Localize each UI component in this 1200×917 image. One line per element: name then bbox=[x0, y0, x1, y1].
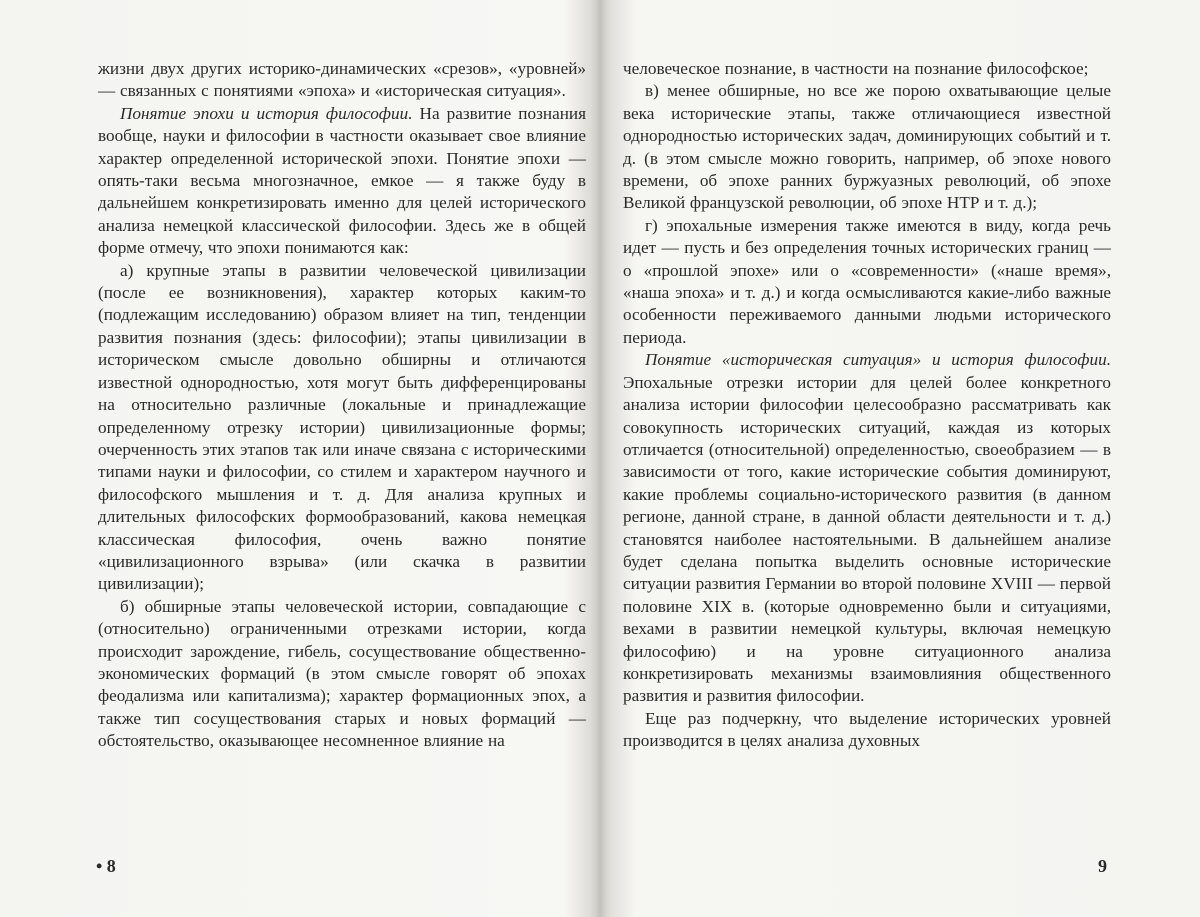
book-gutter bbox=[590, 0, 610, 917]
left-page bbox=[98, 58, 586, 753]
list-item-v: в) менее обширные, но все же порою охватывающие целые века исторические этапы, также отличающиеся известной однородностью исторических задач, доминирующих событий и т. д. (в этом смысле можно говорить, например, об эпохе нового времени, об эпохе ранних буржуазных революций, об эпохе Великой французской революции, об эпохе НТР и т. д.); bbox=[623, 81, 1111, 213]
paragraph-text: На развитие познания вообще, науки и философии в частности оказывает свое влияние характер определенной исторической эпохи. Понятие эпохи — опять-таки весьма многозначное, емкое — я также буду в дальнейшем конкретизировать именно для целей исторического анализа немецкой классической философии. Здесь же в общей форме отмечу, что эпохи понимаются как: bbox=[98, 103, 587, 258]
paragraph-historical-situation bbox=[623, 349, 1111, 708]
paragraph-continuation: жизни двух других историко-динамических «срезов», «уровней» — связанных с понятиями «эпоха» и «историческая ситуация». bbox=[98, 59, 586, 101]
paragraph-text: Эпохальные отрезки истории для целей более конкретного анализа истории философии целесообразно рассматривать как совокупность исторических ситуаций, каждая из которых отличается (относительной) определенностью, своеобразием — в зависимости от того, какие исторические события доминируют, какие проблемы социально-исторического развития (в данном регионе, данной стране, в данной области деятельности и т. д.) становятся наиболее настоятельными. В дальнейшем анализе будет сделана попытка выделить основные исторические ситуации развития Германии во второй половине XVIII — первой половине XIX в. (которые одновременно были и ситуациями, вехами в развитии немецкой культуры, включая немецкую философию) и на уровне ситуационного анализа конкретизировать механизмы взаимовлияния общественного развития и развития философии. bbox=[623, 372, 1111, 706]
list-item-b: б) обширные этапы человеческой истории, совпадающие с (относительно) ограниченными отрезками истории, когда происходит зарождение, гибель, сосуществование общественно-экономических формаций (в этом смысле говорят об эпохах феодализма или капитализма); характер формационных эпох, а также тип сосуществования старых и новых формаций — обстоятельство, оказывающее несомненное влияние на bbox=[98, 596, 586, 751]
paragraph-epoch-concept bbox=[98, 103, 586, 260]
page-number-left: • 8 bbox=[96, 856, 116, 876]
paragraph-continuation-right: человеческое познание, в частности на познание философское; bbox=[623, 59, 1089, 78]
right-page bbox=[623, 58, 1111, 753]
list-item-g: г) эпохальные измерения также имеются в виду, когда речь идет — пусть и без определения точных исторических границ — о «прошлой эпохе» или о «современности» («наше время», «наша эпоха» и т. д.) и когда осмысливаются какие-либо важные особенности переживаемого данными людьми исторического периода. bbox=[623, 215, 1111, 347]
section-heading-epoch: Понятие эпохи и история философии. bbox=[120, 103, 413, 123]
list-item-a: а) крупные этапы в развитии человеческой цивилизации (после ее возникновения), характер которых каким-то (подлежащим исследованию) образом влияет на тип, тенденции развития познания (здесь: философии); этапы цивилизации в историческом смысле довольно обширны и отличаются известной однородностью, хотя могут быть дифференцированы на относительно различные (локальные и принадлежащие определенному отрезку истории) цивилизационные формы; очерченность этих этапов так или иначе связана с историческими типами науки и философии, со стилем и характером научного и философского мышления и т. д. Для анализа крупных и длительных философских формообразований, какова немецкая классическая философия, очень важно понятие «цивилизационного взрыва» (или скачка в развитии цивилизации); bbox=[98, 260, 586, 594]
section-heading-situation: Понятие «историческая ситуация» и история философии. bbox=[645, 350, 1111, 370]
page-number-right: 9 bbox=[1098, 856, 1107, 876]
paragraph-final: Еще раз подчеркну, что выделение исторических уровней производится в целях анализа духовных bbox=[623, 708, 1111, 751]
